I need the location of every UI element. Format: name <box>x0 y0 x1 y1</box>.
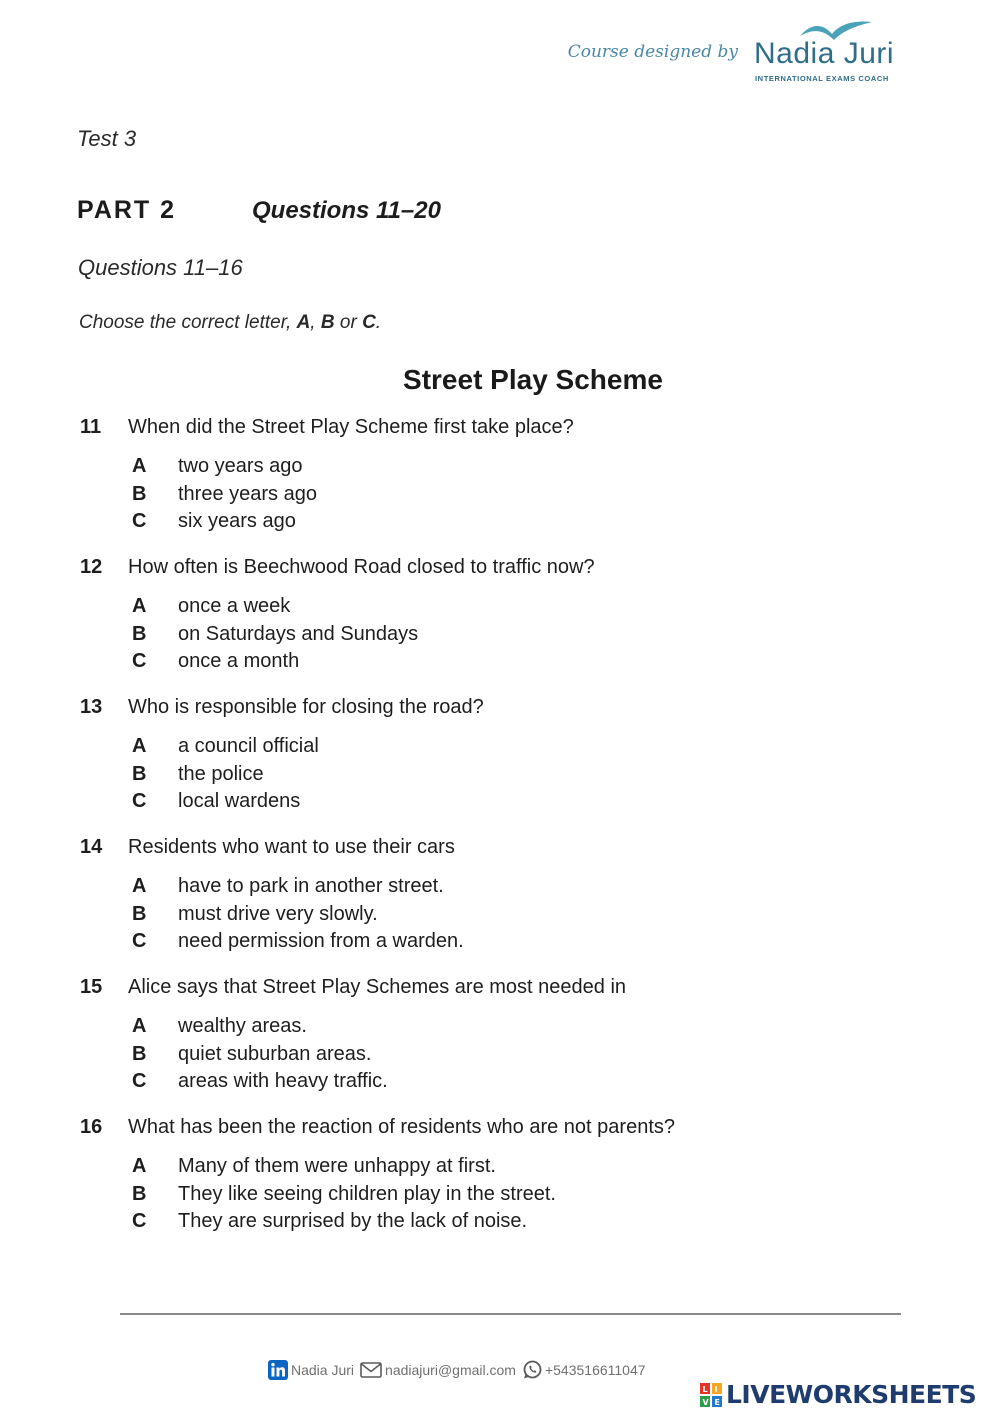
brand-name: Nadia Juri <box>754 37 895 70</box>
linkedin-name: Nadia Juri <box>291 1362 355 1378</box>
liveworksheets-icon <box>700 1383 722 1407</box>
option-a[interactable] <box>132 1015 940 1043</box>
footer-divider <box>120 1313 901 1315</box>
option-text: local wardens <box>178 790 301 812</box>
brand-tagline: Course designed by <box>567 42 738 62</box>
svg-text:E: E <box>714 1397 720 1407</box>
brand-header <box>568 18 900 86</box>
option-letter: C <box>132 510 147 532</box>
options-list <box>132 595 940 678</box>
option-letter: A <box>132 875 147 897</box>
question-text: When did the Street Play Scheme first take place? <box>128 416 574 438</box>
email-contact[interactable] <box>360 1362 516 1378</box>
option-text: must drive very slowly. <box>178 902 378 925</box>
option-letter: C <box>132 650 147 672</box>
question-line <box>80 1116 940 1139</box>
option-a[interactable] <box>132 455 940 483</box>
question-text: Residents who want to use their cars <box>128 836 455 858</box>
option-a[interactable] <box>132 595 940 623</box>
instruction-sep: , <box>310 312 316 333</box>
question-14 <box>80 836 940 958</box>
option-letter: C <box>132 1070 147 1092</box>
question-text: Who is responsible for closing the road? <box>128 696 484 718</box>
option-text: two years ago <box>178 455 303 477</box>
footer-contacts <box>268 1360 652 1380</box>
option-b[interactable] <box>132 903 940 931</box>
option-letter: B <box>132 762 147 785</box>
option-a[interactable] <box>132 875 940 903</box>
option-text: Many of them were unhappy at first. <box>178 1155 496 1177</box>
option-letter: B <box>132 1182 147 1205</box>
question-text: Alice says that Street Play Schemes are most needed in <box>128 976 627 998</box>
part-heading <box>77 196 441 225</box>
options-list <box>132 1155 940 1238</box>
option-text: have to park in another street. <box>178 875 444 897</box>
question-number: 11 <box>80 416 102 438</box>
svg-text:V: V <box>702 1397 709 1407</box>
question-text: How often is Beechwood Road closed to traffic now? <box>128 556 595 578</box>
option-letter: C <box>132 930 147 952</box>
option-letter: A <box>132 1015 147 1037</box>
question-line <box>80 416 940 439</box>
part-label: PART 2 <box>77 196 177 224</box>
option-letter: B <box>132 482 147 505</box>
envelope-icon <box>360 1362 382 1378</box>
instruction-letter-c: C <box>362 312 376 333</box>
instruction-or: or <box>339 312 357 333</box>
option-text: once a month <box>178 650 300 672</box>
liveworksheets-logo[interactable] <box>700 1380 976 1409</box>
part-questions-range: Questions 11–20 <box>252 197 441 224</box>
question-number: 15 <box>80 976 103 998</box>
option-text: six years ago <box>178 510 296 532</box>
linkedin-contact[interactable] <box>268 1360 354 1380</box>
option-b[interactable] <box>132 483 940 511</box>
option-text: on Saturdays and Sundays <box>178 622 419 645</box>
option-text: need permission from a warden. <box>178 930 464 952</box>
page-title: Street Play Scheme <box>403 364 663 395</box>
instruction-period: . <box>375 312 382 333</box>
option-letter: C <box>132 1210 147 1232</box>
liveworksheets-wordmark: LIVEWORKSHEETS <box>726 1380 977 1409</box>
option-text: a council official <box>178 735 319 757</box>
option-b[interactable] <box>132 1183 940 1211</box>
whatsapp-icon <box>522 1360 542 1380</box>
option-letter: B <box>132 622 147 645</box>
brand-subtitle: INTERNATIONAL EXAMS COACH <box>755 74 889 83</box>
option-c[interactable] <box>132 1210 940 1238</box>
option-letter: B <box>132 1042 147 1065</box>
question-number: 13 <box>80 696 103 718</box>
question-line <box>80 976 940 999</box>
option-b[interactable] <box>132 763 940 791</box>
option-text: They like seeing children play in the street. <box>178 1182 556 1205</box>
options-list <box>132 735 940 818</box>
option-text: the police <box>178 762 264 785</box>
option-c[interactable] <box>132 790 940 818</box>
option-c[interactable] <box>132 930 940 958</box>
instruction-prefix: Choose the correct letter, <box>79 312 292 333</box>
instruction-letter-a: A <box>296 312 311 333</box>
question-11 <box>80 416 940 538</box>
section-questions-range: Questions 11–16 <box>78 255 243 280</box>
question-number: 12 <box>80 556 103 578</box>
option-letter: C <box>132 790 147 812</box>
linkedin-icon <box>268 1360 288 1380</box>
question-13 <box>80 696 940 818</box>
question-16 <box>80 1116 940 1238</box>
svg-text:I: I <box>714 1384 718 1394</box>
phone-number: +543516611047 <box>544 1362 646 1378</box>
question-line <box>80 836 940 859</box>
question-text: What has been the reaction of residents who are not parents? <box>128 1116 676 1138</box>
option-text: areas with heavy traffic. <box>178 1070 388 1092</box>
option-text: quiet suburban areas. <box>178 1042 372 1065</box>
svg-text:L: L <box>702 1384 708 1394</box>
option-letter: A <box>132 735 147 757</box>
instruction-letter-b: B <box>320 312 335 333</box>
option-letter: A <box>132 595 147 617</box>
whatsapp-contact[interactable] <box>522 1360 646 1380</box>
question-line <box>80 556 940 579</box>
option-letter: B <box>132 902 147 925</box>
option-text: three years ago <box>178 482 317 505</box>
option-letter: A <box>132 1155 147 1177</box>
option-a[interactable] <box>132 735 940 763</box>
option-text: They are surprised by the lack of noise. <box>178 1210 528 1232</box>
option-c[interactable] <box>132 510 940 538</box>
instruction <box>79 312 381 334</box>
option-text: once a week <box>178 595 291 617</box>
question-12 <box>80 556 940 678</box>
question-number: 14 <box>80 836 103 858</box>
option-c[interactable] <box>132 650 940 678</box>
question-line <box>80 696 940 719</box>
options-list <box>132 1015 940 1098</box>
question-number: 16 <box>80 1116 103 1138</box>
options-list <box>132 875 940 958</box>
question-15 <box>80 976 940 1098</box>
option-c[interactable] <box>132 1070 940 1098</box>
option-b[interactable] <box>132 623 940 651</box>
brand-logo <box>754 18 900 86</box>
options-list <box>132 455 940 538</box>
test-label: Test 3 <box>77 126 137 151</box>
option-a[interactable] <box>132 1155 940 1183</box>
option-letter: A <box>132 455 147 477</box>
option-b[interactable] <box>132 1043 940 1071</box>
option-text: wealthy areas. <box>178 1015 307 1037</box>
email-address: nadiajuri@gmail.com <box>385 1362 516 1378</box>
